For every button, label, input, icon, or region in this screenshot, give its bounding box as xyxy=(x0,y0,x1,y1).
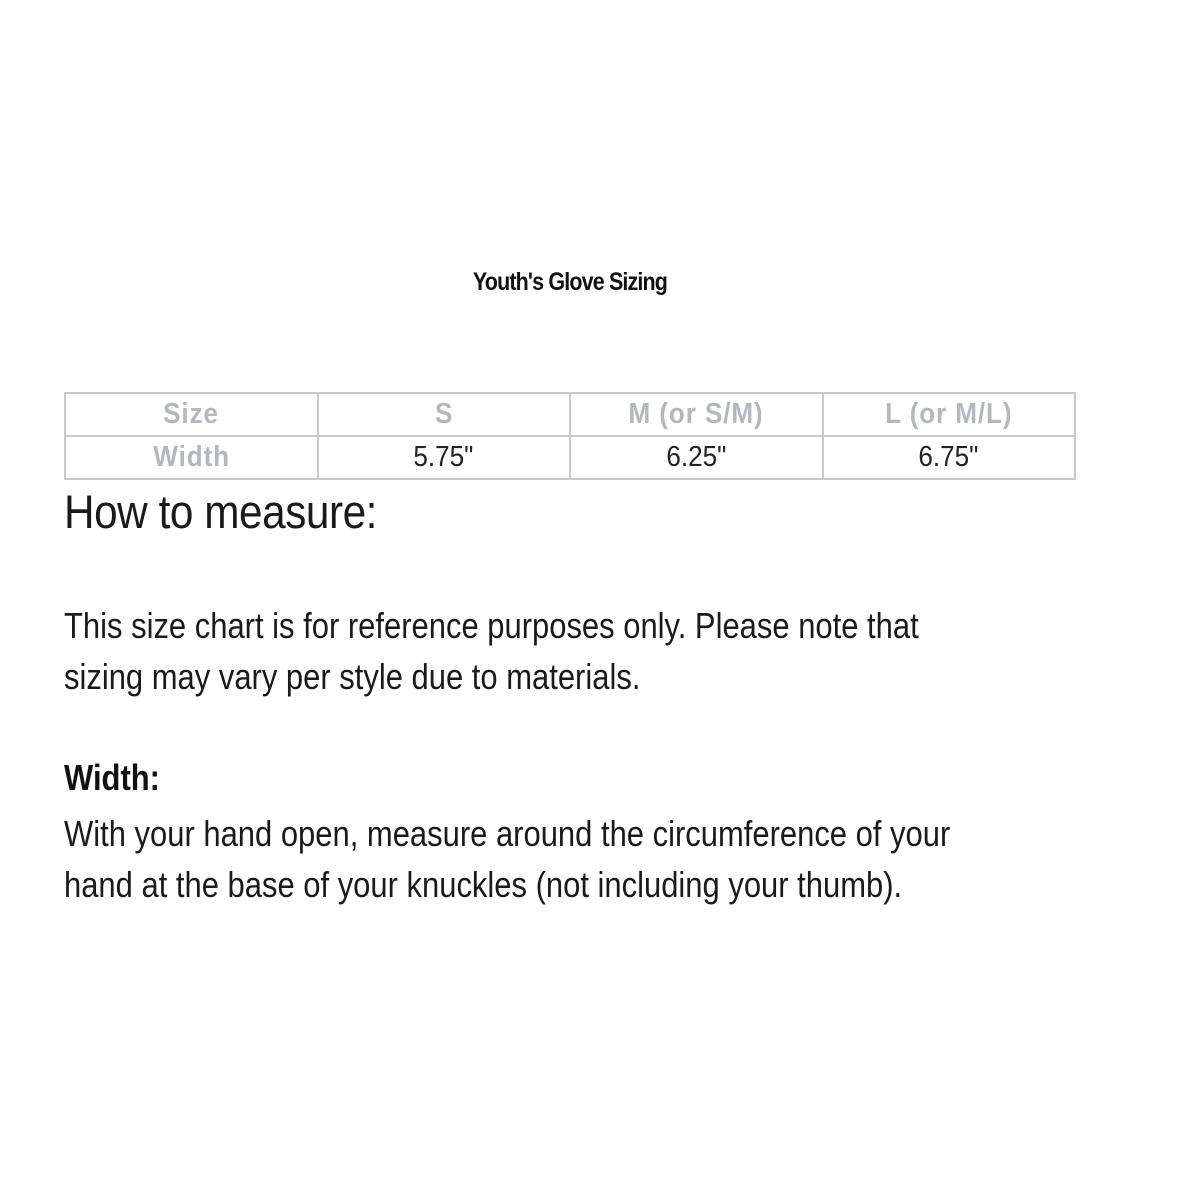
reference-note-line-1: This size chart is for reference purposes only. Please note that xyxy=(64,605,919,646)
width-instructions xyxy=(64,808,1019,910)
width-instructions-label: Width: xyxy=(64,757,160,798)
table-row-width xyxy=(65,436,1075,479)
width-value-m: 6.25" xyxy=(570,436,823,479)
row-label-width: Width xyxy=(65,436,318,479)
size-header-m: M (or S/M) xyxy=(570,393,823,436)
width-value-s: 5.75" xyxy=(318,436,571,479)
size-header-l: L (or M/L) xyxy=(823,393,1076,436)
row-label-size: Size xyxy=(65,393,318,436)
size-chart-table xyxy=(64,392,1076,480)
how-to-measure-heading: How to measure: xyxy=(64,485,377,538)
size-header-s: S xyxy=(318,393,571,436)
table-row-size xyxy=(65,393,1075,436)
width-value-l: 6.75" xyxy=(823,436,1076,479)
width-instructions-line-2: hand at the base of your knuckles (not including your thumb). xyxy=(64,864,903,905)
reference-note-line-2: sizing may vary per style due to materials. xyxy=(64,656,641,697)
page-title: Youth's Glove Sizing xyxy=(472,268,668,296)
reference-note xyxy=(64,600,1019,702)
width-instructions-line-1: With your hand open, measure around the circumference of your xyxy=(64,813,951,854)
